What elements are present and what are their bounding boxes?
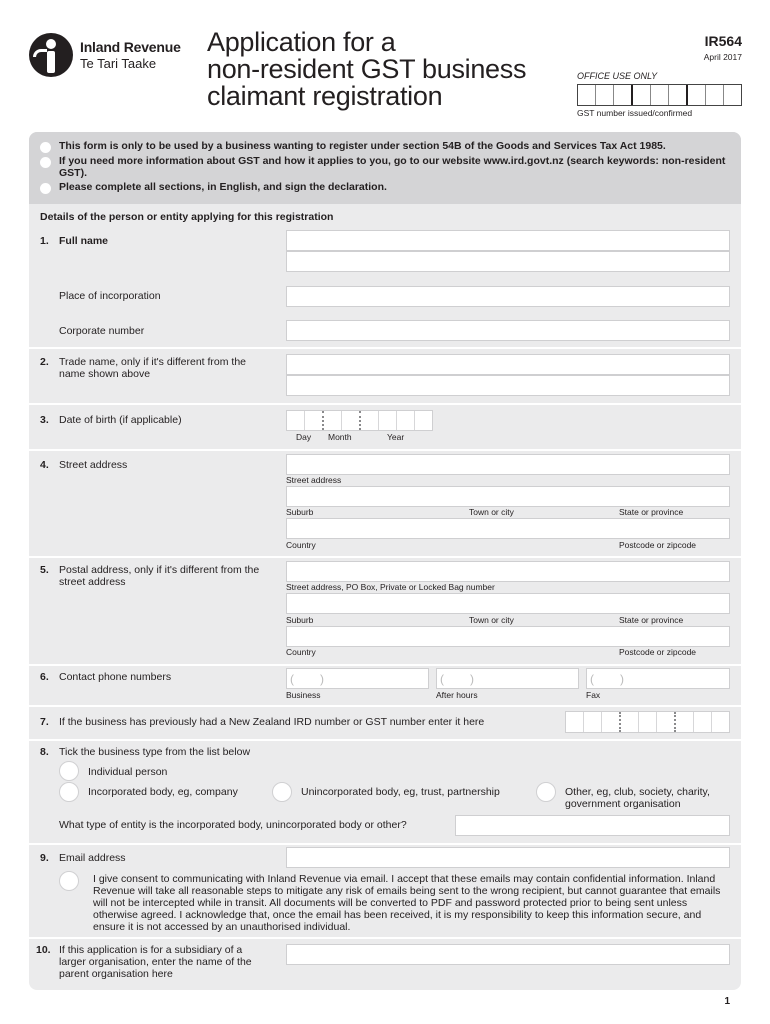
contact-phone-label: Contact phone numbers [59, 671, 172, 683]
gst-number-caption: GST number issued/confirmed [577, 108, 693, 118]
country-caption: Country [286, 540, 316, 550]
intro-note-1: This form is only to be used by a business wanting to register under section 54B of the Goods and Services Tax Act 1985. [59, 140, 666, 152]
trade-name-label: Trade name, only if it's different from the name shown above [59, 356, 247, 380]
place-of-incorporation-label: Place of incorporation [59, 290, 161, 302]
date-of-birth-label: Date of birth (if applicable) [59, 414, 182, 426]
divider [29, 347, 741, 349]
after-hours-phone-input[interactable]: ( ) [436, 668, 579, 689]
page-title: Application for a non-resident GST business claimant registration [207, 27, 527, 111]
logo-name: Inland Revenue [80, 39, 181, 55]
year-caption: Year [387, 432, 405, 442]
entity-type-input[interactable] [455, 815, 730, 836]
town-caption: Town or city [469, 615, 514, 625]
q5-number: 5. [40, 564, 49, 576]
full-name-input-1[interactable] [286, 230, 730, 251]
inland-revenue-logo-icon [29, 33, 73, 77]
q4-number: 4. [40, 459, 49, 471]
gst-number-office-box [577, 84, 742, 106]
email-consent-checkbox[interactable] [59, 871, 79, 891]
corporate-number-input[interactable] [286, 320, 730, 341]
section-heading: Details of the person or entity applying for this registration [40, 211, 334, 223]
unincorporated-body-label: Unincorporated body, eg, trust, partnership [301, 786, 500, 798]
divider [29, 937, 741, 939]
postal-address-label: Postal address, only if it's different from the street address [59, 564, 260, 588]
incorporated-body-radio[interactable] [59, 782, 79, 802]
month-caption: Month [328, 432, 352, 442]
q3-number: 3. [40, 414, 49, 426]
divider [29, 739, 741, 741]
logo-maori-name: Te Tari Taake [80, 56, 157, 71]
postal-address-input[interactable] [286, 561, 730, 582]
street-country-postcode-input[interactable] [286, 518, 730, 539]
postcode-caption: Postcode or zipcode [619, 540, 697, 550]
email-address-input[interactable] [286, 847, 730, 868]
ird-number-input[interactable] [565, 711, 730, 733]
street-address-label: Street address [59, 459, 128, 471]
business-caption: Business [286, 690, 321, 700]
q2-number: 2. [40, 356, 49, 368]
fax-input[interactable]: ( ) [586, 668, 730, 689]
after-hours-caption: After hours [436, 690, 478, 700]
q9-number: 9. [40, 852, 49, 864]
q6-number: 6. [40, 671, 49, 683]
divider [29, 664, 741, 666]
street-address-input[interactable] [286, 454, 730, 475]
office-use-label: OFFICE USE ONLY [577, 71, 658, 81]
full-name-input-2[interactable] [286, 251, 730, 272]
business-type-label: Tick the business type from the list below [59, 746, 251, 758]
ird-number-label: If the business has previously had a New Zealand IRD number or GST number enter it here [59, 716, 485, 728]
q10-number: 10. [36, 944, 51, 956]
full-name-label: Full name [59, 235, 109, 247]
intro-note-3: Please complete all sections, in English, and sign the declaration. [59, 181, 387, 193]
suburb-caption: Suburb [286, 507, 314, 517]
form-date: April 2017 [703, 52, 742, 62]
individual-person-label: Individual person [88, 766, 168, 778]
street-suburb-town-state-input[interactable] [286, 486, 730, 507]
suburb-caption: Suburb [286, 615, 314, 625]
place-of-incorporation-input[interactable] [286, 286, 730, 307]
bullet-icon [40, 183, 51, 194]
q8-number: 8. [40, 746, 49, 758]
bullet-icon [40, 142, 51, 153]
form-number: IR564 [704, 33, 742, 49]
corporate-number-label: Corporate number [59, 325, 145, 337]
unincorporated-body-radio[interactable] [272, 782, 292, 802]
day-caption: Day [296, 432, 312, 442]
entity-type-question: What type of entity is the incorporated body, unincorporated body or other? [59, 819, 407, 831]
incorporated-body-label: Incorporated body, eg, company [88, 786, 238, 798]
state-caption: State or province [619, 615, 684, 625]
other-entity-label: Other, eg, club, society, charity, government organisation [565, 786, 710, 810]
q1-number: 1. [40, 235, 49, 247]
postal-suburb-town-state-input[interactable] [286, 593, 730, 614]
divider [29, 843, 741, 845]
divider [29, 403, 741, 405]
town-caption: Town or city [469, 507, 514, 517]
trade-name-input-1[interactable] [286, 354, 730, 375]
fax-caption: Fax [586, 690, 601, 700]
divider [29, 705, 741, 707]
other-entity-radio[interactable] [536, 782, 556, 802]
q7-number: 7. [40, 716, 49, 728]
parent-organisation-label: If this application is for a subsidiary of a larger organisation, enter the name of the parent organisation here [59, 944, 252, 980]
divider [29, 449, 741, 451]
postal-street-caption: Street address, PO Box, Private or Locked Bag number [286, 582, 495, 592]
email-address-label: Email address [59, 852, 126, 864]
state-caption: State or province [619, 507, 684, 517]
date-of-birth-input[interactable] [286, 410, 433, 431]
bullet-icon [40, 157, 51, 168]
street-address-caption: Street address [286, 475, 342, 485]
trade-name-input-2[interactable] [286, 375, 730, 396]
page-number: 1 [724, 996, 730, 1007]
postal-country-postcode-input[interactable] [286, 626, 730, 647]
country-caption: Country [286, 647, 316, 657]
individual-person-radio[interactable] [59, 761, 79, 781]
postcode-caption: Postcode or zipcode [619, 647, 697, 657]
divider [29, 556, 741, 558]
business-phone-input[interactable]: ( ) [286, 668, 429, 689]
intro-note-2: If you need more information about GST and how it applies to you, go to our website www.ird.govt.nz (search keywords: non-resident GST). [59, 155, 726, 179]
email-consent-text: I give consent to communicating with Inland Revenue via email. I accept that these emails may contain confidential information. Inland Revenue will take all reasonable steps to mitigate any risk of emails being sent to the wrong recipient, but cannot guarantee that emails will not be intercepted while in transit. All documents will be converted to PDF and password protected prior to being sent unless otherwise agreed. I acknowledge that, once the email has been received, it is my responsibility to keep this information secure, and ensure it is not accessed by an unauthorised individual. [93, 873, 721, 933]
parent-organisation-input[interactable] [286, 944, 730, 965]
